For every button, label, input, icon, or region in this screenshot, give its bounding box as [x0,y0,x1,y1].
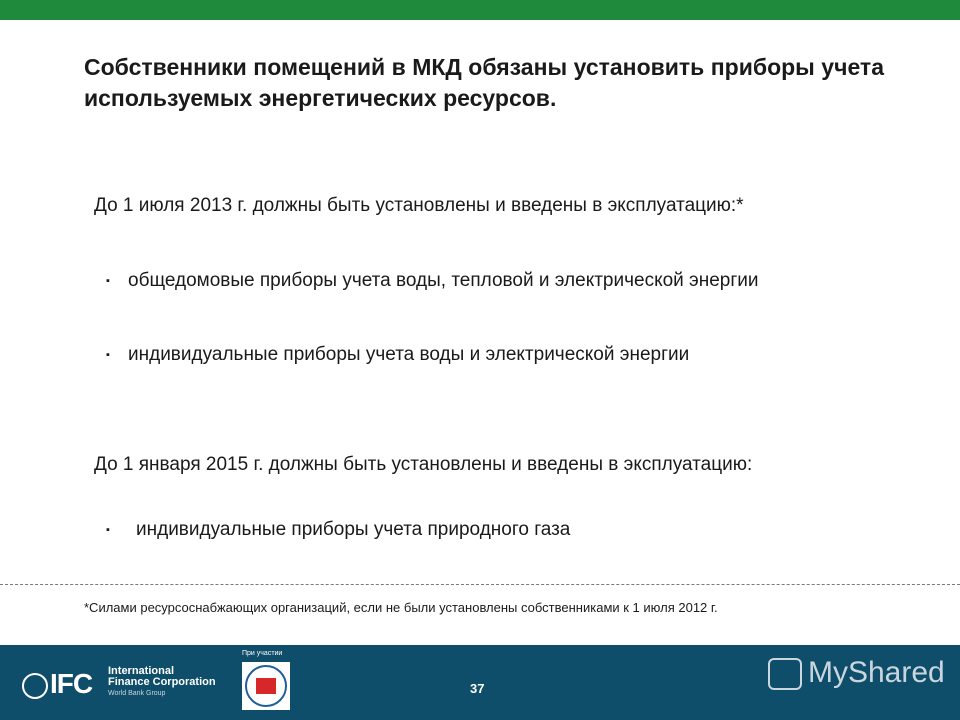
ifc-name: International Finance Corporation [108,665,216,688]
bullet-text: индивидуальные приборы учета природного газа [136,519,571,540]
footnote: *Силами ресурсоснабжающих организаций, если не были установлены собственниками к 1 июля 2012 г. [84,600,718,615]
ifc-logo-mark: IFC [22,668,92,700]
top-accent-bar [0,0,960,20]
globe-icon [22,673,48,699]
ifc-subtitle: World Bank Group [108,690,166,697]
bullet-marker: ▪ [106,524,110,536]
section1-text: До 1 июля 2013 г. должны быть установлены и введены в эксплуатацию:* [94,195,744,216]
ifc-logo [22,664,222,700]
watermark: MyShared [768,656,945,690]
partner-label: При участии [242,650,283,657]
section2-text: До 1 января 2015 г. должны быть установлены и введены в эксплуатацию: [94,454,753,475]
slide-title: Собственники помещений в МКД обязаны установить приборы учета используемых энергетических ресурсов. [84,54,884,111]
bullet-marker: ▪ [106,349,110,361]
footnote-divider [0,584,960,585]
chart-icon [768,658,802,690]
page-number: 37 [470,681,485,696]
bullet-marker: ▪ [106,275,110,287]
partner-logo [242,662,290,710]
bullet-text: индивидуальные приборы учета воды и электрической энергии [128,344,690,365]
bullet-text: общедомовые приборы учета воды, тепловой и электрической энергии [128,270,759,291]
